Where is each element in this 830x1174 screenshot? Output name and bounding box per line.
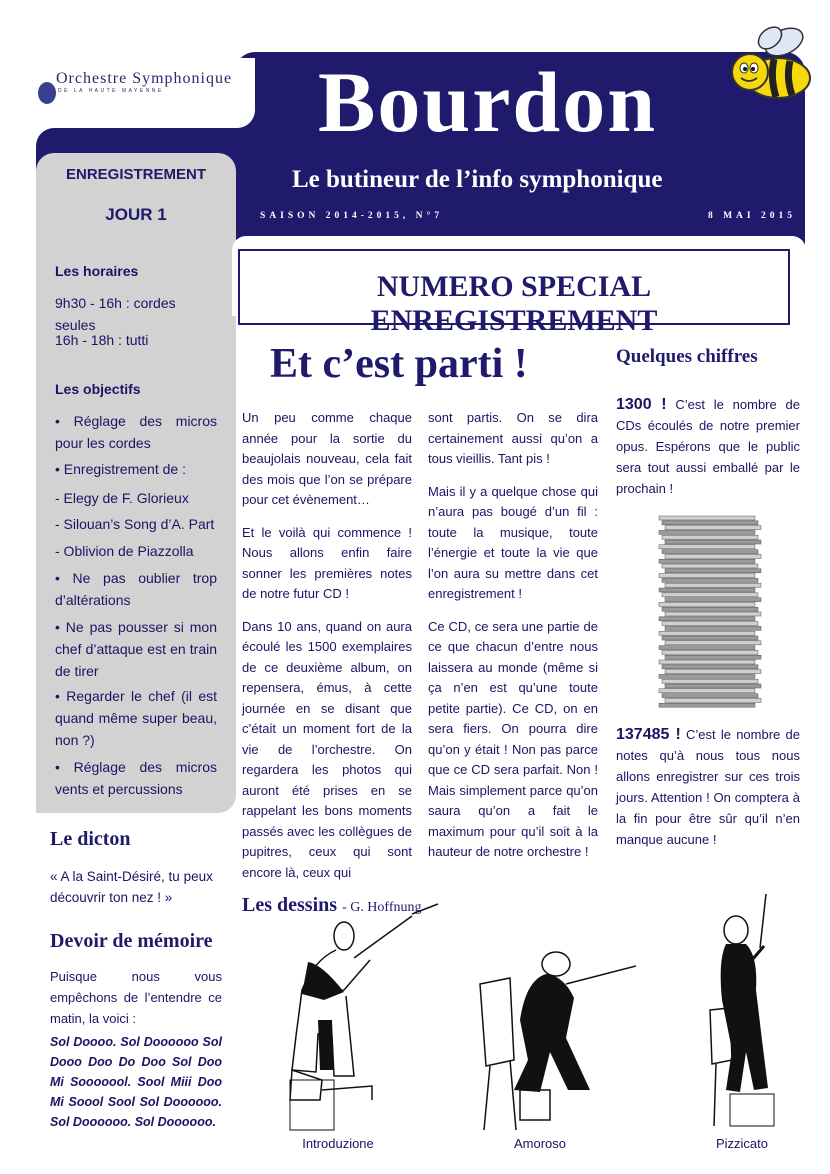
cd-case — [665, 641, 761, 645]
bee-icon — [722, 24, 816, 102]
article-column-1 — [242, 408, 412, 895]
article-paragraph: Et le voilà qui commence ! Nous allons enfin faire sonner les premières notes de notre futur CD ! — [242, 524, 412, 601]
sidebar-heading: ENREGISTREMENT — [65, 166, 206, 183]
issue-date: 8 MAI 2015 — [707, 211, 796, 221]
cd-case — [665, 598, 761, 602]
chiffre-number: 137485 ! — [616, 726, 681, 743]
objectif-item: • Regarder le chef (il est quand même super beau, non ?) — [55, 688, 217, 748]
cd-case — [659, 574, 755, 578]
chiffre-block-2 — [616, 724, 800, 850]
cd-case — [662, 665, 758, 669]
cd-case — [665, 655, 761, 659]
article-paragraph: sont partis. On se dira certainement aussi qu’on a tous vieillis. Tant pis ! — [428, 410, 598, 466]
horaire-item: 9h30 - 16h : cordes seules — [55, 295, 176, 333]
cd-case — [662, 622, 758, 626]
conductor-amoroso-drawing — [470, 940, 640, 1130]
objectif-item: - Oblivion de Piazzolla — [55, 543, 194, 559]
cd-case — [659, 631, 755, 635]
objectif-item: - Elegy de F. Glorieux — [55, 490, 189, 506]
cd-case — [659, 559, 755, 563]
article-paragraph: Ce CD, ce sera une partie de ce que chacun d’entre nous laissera au monde (même si ça n’en est qu’une toute petite partie). Ce CD, on en sera fiers. On pourra dire qu’on y était ! Non pas parce que ce CD sera parfait. Non ! Mais simplement parce qu’on saura qu’on a fait le maximum pour qu’il soit à la hauteur de notre orchestre ! — [428, 618, 598, 859]
cd-case — [659, 674, 755, 678]
cd-case — [659, 660, 755, 664]
special-banner-text: NUMERO SPECIAL ENREGISTREMENT — [370, 270, 658, 337]
cd-case — [659, 602, 755, 606]
newsletter-title: Bourdon — [318, 54, 658, 150]
chiffres-title: Quelques chiffres — [616, 346, 758, 367]
conductor-introduzione-drawing — [262, 900, 442, 1132]
cd-case — [659, 588, 755, 592]
cd-case — [662, 564, 758, 568]
cd-case — [665, 583, 761, 587]
drawing-caption: Amoroso — [513, 1136, 567, 1151]
cd-case — [659, 689, 755, 693]
chiffre-text: C’est le nombre de CDs écoulés de notre premier opus. Espérons que le public sera tout aussi emballé par le prochain ! — [616, 397, 800, 496]
objectifs-title: Les objectifs — [55, 381, 141, 397]
cd-case — [662, 578, 758, 582]
cd-case — [662, 550, 758, 554]
cd-case — [662, 593, 758, 597]
objectif-item: • Ne pas pousser si mon chef d’attaque est en train de tirer — [55, 619, 217, 679]
cd-case — [665, 684, 761, 688]
cd-case — [659, 545, 755, 549]
article-paragraph: Mais il y a quelque chose qui n’aura pas bougé d’un fil : toute la musique, toute l’énergie et toute la vie que l’on aura su mettre dans cet enregistrement ! — [428, 483, 598, 601]
chiffre-text: C’est le nombre de notes qu’à nous tous nous allons enregistrer sur ces trois jours. Attention ! On comptera à la fin pour être sûr qu’il n’en manque aucune ! — [616, 727, 800, 847]
cd-case — [659, 646, 755, 650]
logo-title: Orchestre Symphonique — [56, 70, 233, 87]
cd-case — [659, 516, 755, 520]
logo-mark-icon — [38, 82, 56, 104]
dessins-heading: Les dessins — [242, 894, 338, 916]
dessins-author: - G. Hoffnung — [342, 900, 422, 915]
devoir-text: Puisque nous vous empêchons de l’entendre ce matin, la voici : — [50, 969, 222, 1026]
cd-case — [662, 535, 758, 539]
objectif-item: • Ne pas oublier trop d’altérations — [55, 570, 217, 608]
cd-case — [665, 670, 761, 674]
cd-case — [659, 530, 755, 534]
cd-case — [662, 521, 758, 525]
article-paragraph: Un peu comme chaque année pour la sortie du beaujolais nouveau, cela fait des mois que l’on se prépare pour cet évènement… — [242, 410, 412, 507]
season-label: SAISON 2014-2015, N°7 — [260, 211, 444, 221]
cd-case — [665, 540, 761, 544]
cd-case — [662, 650, 758, 654]
cd-case — [662, 607, 758, 611]
objectif-item: • Enregistrement de : — [55, 461, 186, 477]
chiffre-block-1 — [616, 394, 800, 499]
cd-case — [659, 703, 755, 707]
devoir-song: Sol Doooo. Sol Doooooo Sol Dooo Doo Do Doo Sol Doo Mi Sooooool. Sool Miii Doo Mi Soool Sool Sol Doooooo. Sol Doooooo. Sol Doooooo. — [50, 1035, 222, 1129]
cd-case — [665, 612, 761, 616]
cd-case — [665, 554, 761, 558]
cd-case — [662, 636, 758, 640]
sidebar-subheading: JOUR 1 — [105, 205, 167, 224]
drawing-caption: Introduzione — [302, 1136, 374, 1151]
drawing-caption: Pizzicato — [715, 1136, 769, 1151]
objectif-item: • Réglage des micros pour les cordes — [55, 413, 217, 451]
cd-case — [665, 698, 761, 702]
conductor-pizzicato-drawing — [696, 890, 806, 1130]
cd-case — [665, 626, 761, 630]
article-column-2 — [428, 408, 598, 875]
newsletter-subtitle: Le butineur de l’info symphonique — [292, 166, 663, 193]
chiffre-number: 1300 ! — [616, 396, 667, 413]
cd-case — [659, 617, 755, 621]
devoir-title: Devoir de mémoire — [50, 930, 213, 952]
cd-case — [665, 569, 761, 573]
logo-subtitle: DE LA HAUTE MAYENNE — [58, 88, 164, 94]
cd-case — [662, 694, 758, 698]
cd-case — [662, 679, 758, 683]
article-headline: Et c’est parti ! — [270, 341, 528, 387]
horaire-item: 16h - 18h : tutti — [55, 332, 149, 348]
objectif-item: - Silouan’s Song d’A. Part — [55, 516, 215, 532]
article-paragraph: Dans 10 ans, quand on aura écoulé les 1500 exemplaires de ce deuxième album, on repensera, émus, à cette journée en se disant que c’était un moment fort de la vie de l’orchestre. On regardera les photos qui auront été prises en se rappelant les bons moments passés avec les collègues de pupitres, ceux qui sont encore là, ceux qui — [242, 618, 412, 880]
dicton-text: « A la Saint-Désiré, tu peux découvrir ton nez ! » — [50, 869, 213, 905]
horaires-title: Les horaires — [55, 263, 139, 279]
dicton-title: Le dicton — [50, 828, 131, 850]
cd-stack-image — [650, 512, 768, 712]
objectif-item: • Réglage des micros vents et percussions — [55, 759, 217, 797]
cd-case — [665, 526, 761, 530]
